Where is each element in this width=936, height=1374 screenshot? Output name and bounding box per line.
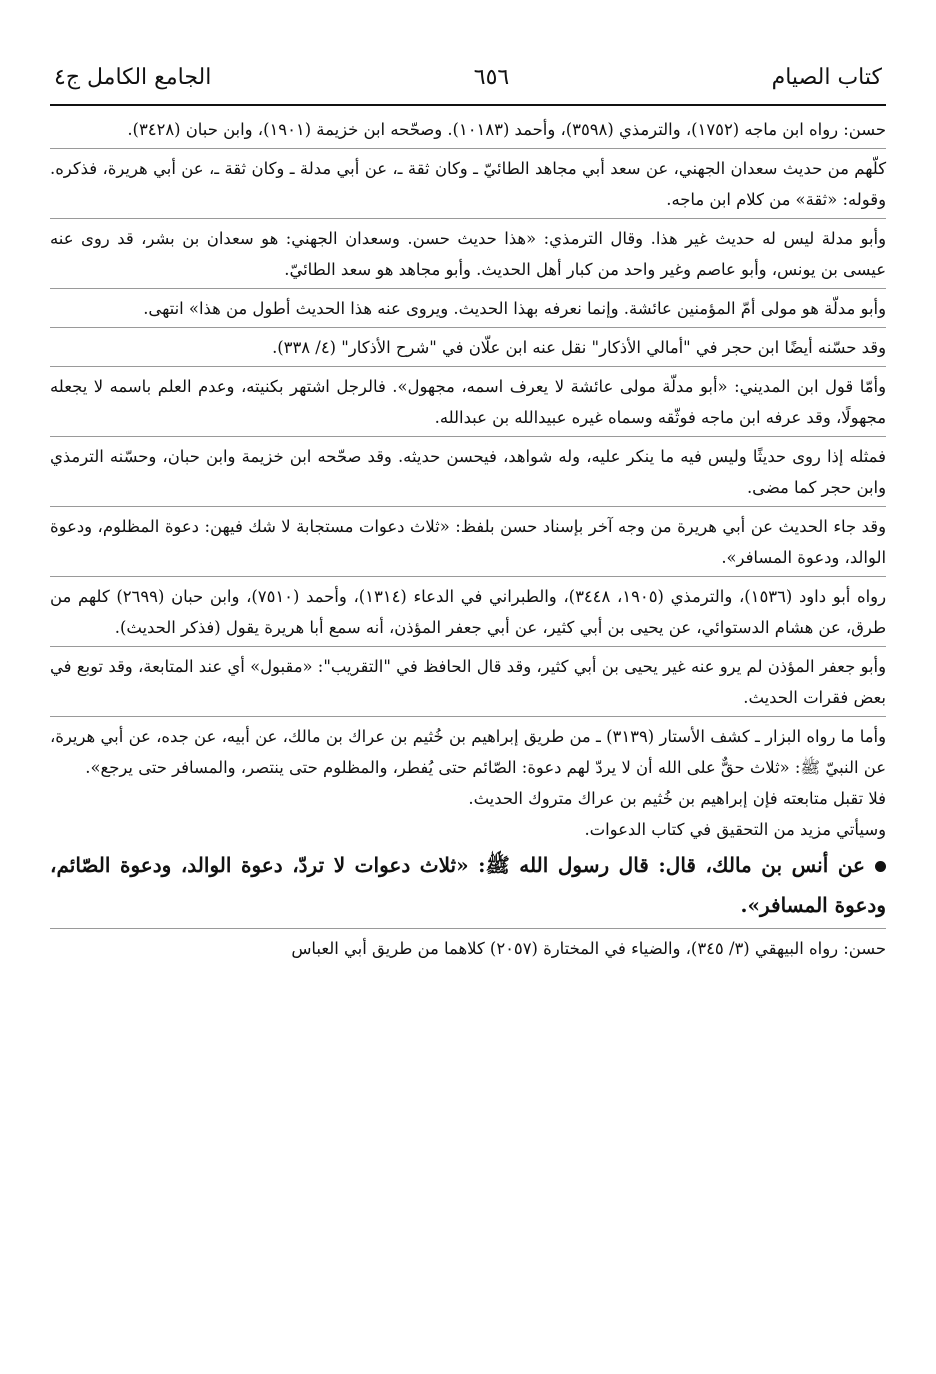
paragraph-divider — [50, 716, 886, 717]
paragraph-9: رواه أبو داود (١٥٣٦)، والترمذي (١٩٠٥، ٣٤٤٨)، والطبراني في الدعاء (١٣١٤)، وأحمد (٧٥١٠)، وابن حبان (٢٦٩٩) كلهم من طرق، عن هشام الدستوائي، عن يحيى بن أبي كثير، عن أبي جعفر المؤذن، أنه سمع أبا هريرة يقول (فذكر الحديث). — [50, 587, 886, 637]
paragraph-11: وأما ما رواه البزار ـ كشف الأستار (٣١٣٩) ـ من طريق إبراهيم بن خُثيم بن عراك بن مالك، عن أبيه، عن جده، عن أبي هريرة، عن النبيّ ﷺ: «ثلاث حقٌّ على الله أن لا يردّ لهم دعوة: الصّائم حتى يُفطر، والمظلوم حتى ينتصر، والمسافر حتى يرجع». — [50, 727, 886, 777]
paragraph-divider — [50, 327, 886, 328]
paragraph-3: وأبو مدلة ليس له حديث غير هذا. وقال الترمذي: «هذا حديث حسن. وسعدان الجهني: هو سعدان بن بشر، قد روى عنه عيسى بن يونس، وأبو عاصم وغير واحد من كبار أهل الحديث. وأبو مجاهد هو سعد الطائيّ. — [50, 229, 886, 279]
final-paragraph: حسن: رواه البيهقي (٣/ ٣٤٥)، والضياء في المختارة (٢٠٥٧) كلاهما من طريق أبي العباس — [291, 939, 886, 958]
paragraph-divider — [50, 646, 886, 647]
paragraph-divider — [50, 288, 886, 289]
paragraph-divider — [50, 366, 886, 367]
page-body — [50, 114, 886, 964]
book-page — [50, 60, 886, 964]
paragraph-divider — [50, 928, 886, 929]
paragraph-8: وقد جاء الحديث عن أبي هريرة من وجه آخر بإسناد حسن بلفظ: «ثلاث دعوات مستجابة لا شك فيهن: دعوة المظلوم، ودعوة الوالد، ودعوة المسافر». — [50, 517, 886, 567]
paragraph-10: وأبو جعفر المؤذن لم يرو عنه غير يحيى بن أبي كثير، وقد قال الحافظ في "التقريب": «مقبول» أي عند المتابعة، وقد توبع في بعض فقرات الحديث. — [50, 657, 886, 707]
bullet-icon — [875, 861, 886, 872]
paragraph-divider — [50, 218, 886, 219]
chapter-title: كتاب الصيام — [771, 65, 882, 90]
paragraph-2: كلّهم من حديث سعدان الجهني، عن سعد أبي مجاهد الطائيّ ـ وكان ثقة ـ، عن أبي مدلة ـ وكان ثقة ـ، عن أبي هريرة، فذكره. وقوله: «ثقة» من كلام ابن ماجه. — [50, 159, 886, 209]
paragraph-7: فمثله إذا روى حديثًا وليس فيه ما ينكر عليه، وله شواهد، فيحسن حديثه. وقد صحّحه ابن خزيمة وابن حبان، وحسّنه الترمذي وابن حجر كما مضى. — [50, 447, 886, 497]
book-title: الجامع الكامل ج٤ — [54, 65, 212, 90]
page-number: ٦٥٦ — [473, 65, 510, 90]
paragraph-divider — [50, 576, 886, 577]
running-header — [50, 60, 886, 106]
paragraph-6: وأمّا قول ابن المديني: «أبو مدلّة مولى عائشة لا يعرف اسمه، مجهول». فالرجل اشتهر بكنيته، وعدم العلم باسمه لا يجعله مجهولًا، وقد عرفه ابن ماجه فوثّقه وسماه غيره عبيدالله بن عبدالله. — [50, 377, 886, 427]
paragraph-13: وسيأتي مزيد من التحقيق في كتاب الدعوات. — [584, 820, 886, 839]
paragraph-1: حسن: رواه ابن ماجه (١٧٥٢)، والترمذي (٣٥٩٨)، وأحمد (١٠١٨٣). وصحّحه ابن خزيمة (١٩٠١)، وابن حبان (٣٤٢٨). — [127, 120, 886, 139]
paragraph-12: فلا تقبل متابعته فإن إبراهيم بن خُثيم بن عراك متروك الحديث. — [468, 789, 886, 808]
paragraph-divider — [50, 148, 886, 149]
hadith-body: عن أنس بن مالك، قال: قال رسول الله ﷺ: «ثلاث دعوات لا تردّ، دعوة الوالد، ودعوة الصّائم، ودعوة المسافر». — [50, 853, 886, 917]
paragraph-divider — [50, 506, 886, 507]
paragraph-divider — [50, 436, 886, 437]
hadith-text — [50, 845, 886, 925]
paragraph-5: وقد حسّنه أيضًا ابن حجر في "أمالي الأذكار" نقل عنه ابن علّان في "شرح الأذكار" (٤/ ٣٣٨). — [272, 338, 886, 357]
paragraph-4: وأبو مدلّة هو مولى أمّ المؤمنين عائشة. وإنما نعرفه بهذا الحديث. ويروى عنه هذا الحديث أطول من هذا» انتهى. — [143, 299, 886, 318]
